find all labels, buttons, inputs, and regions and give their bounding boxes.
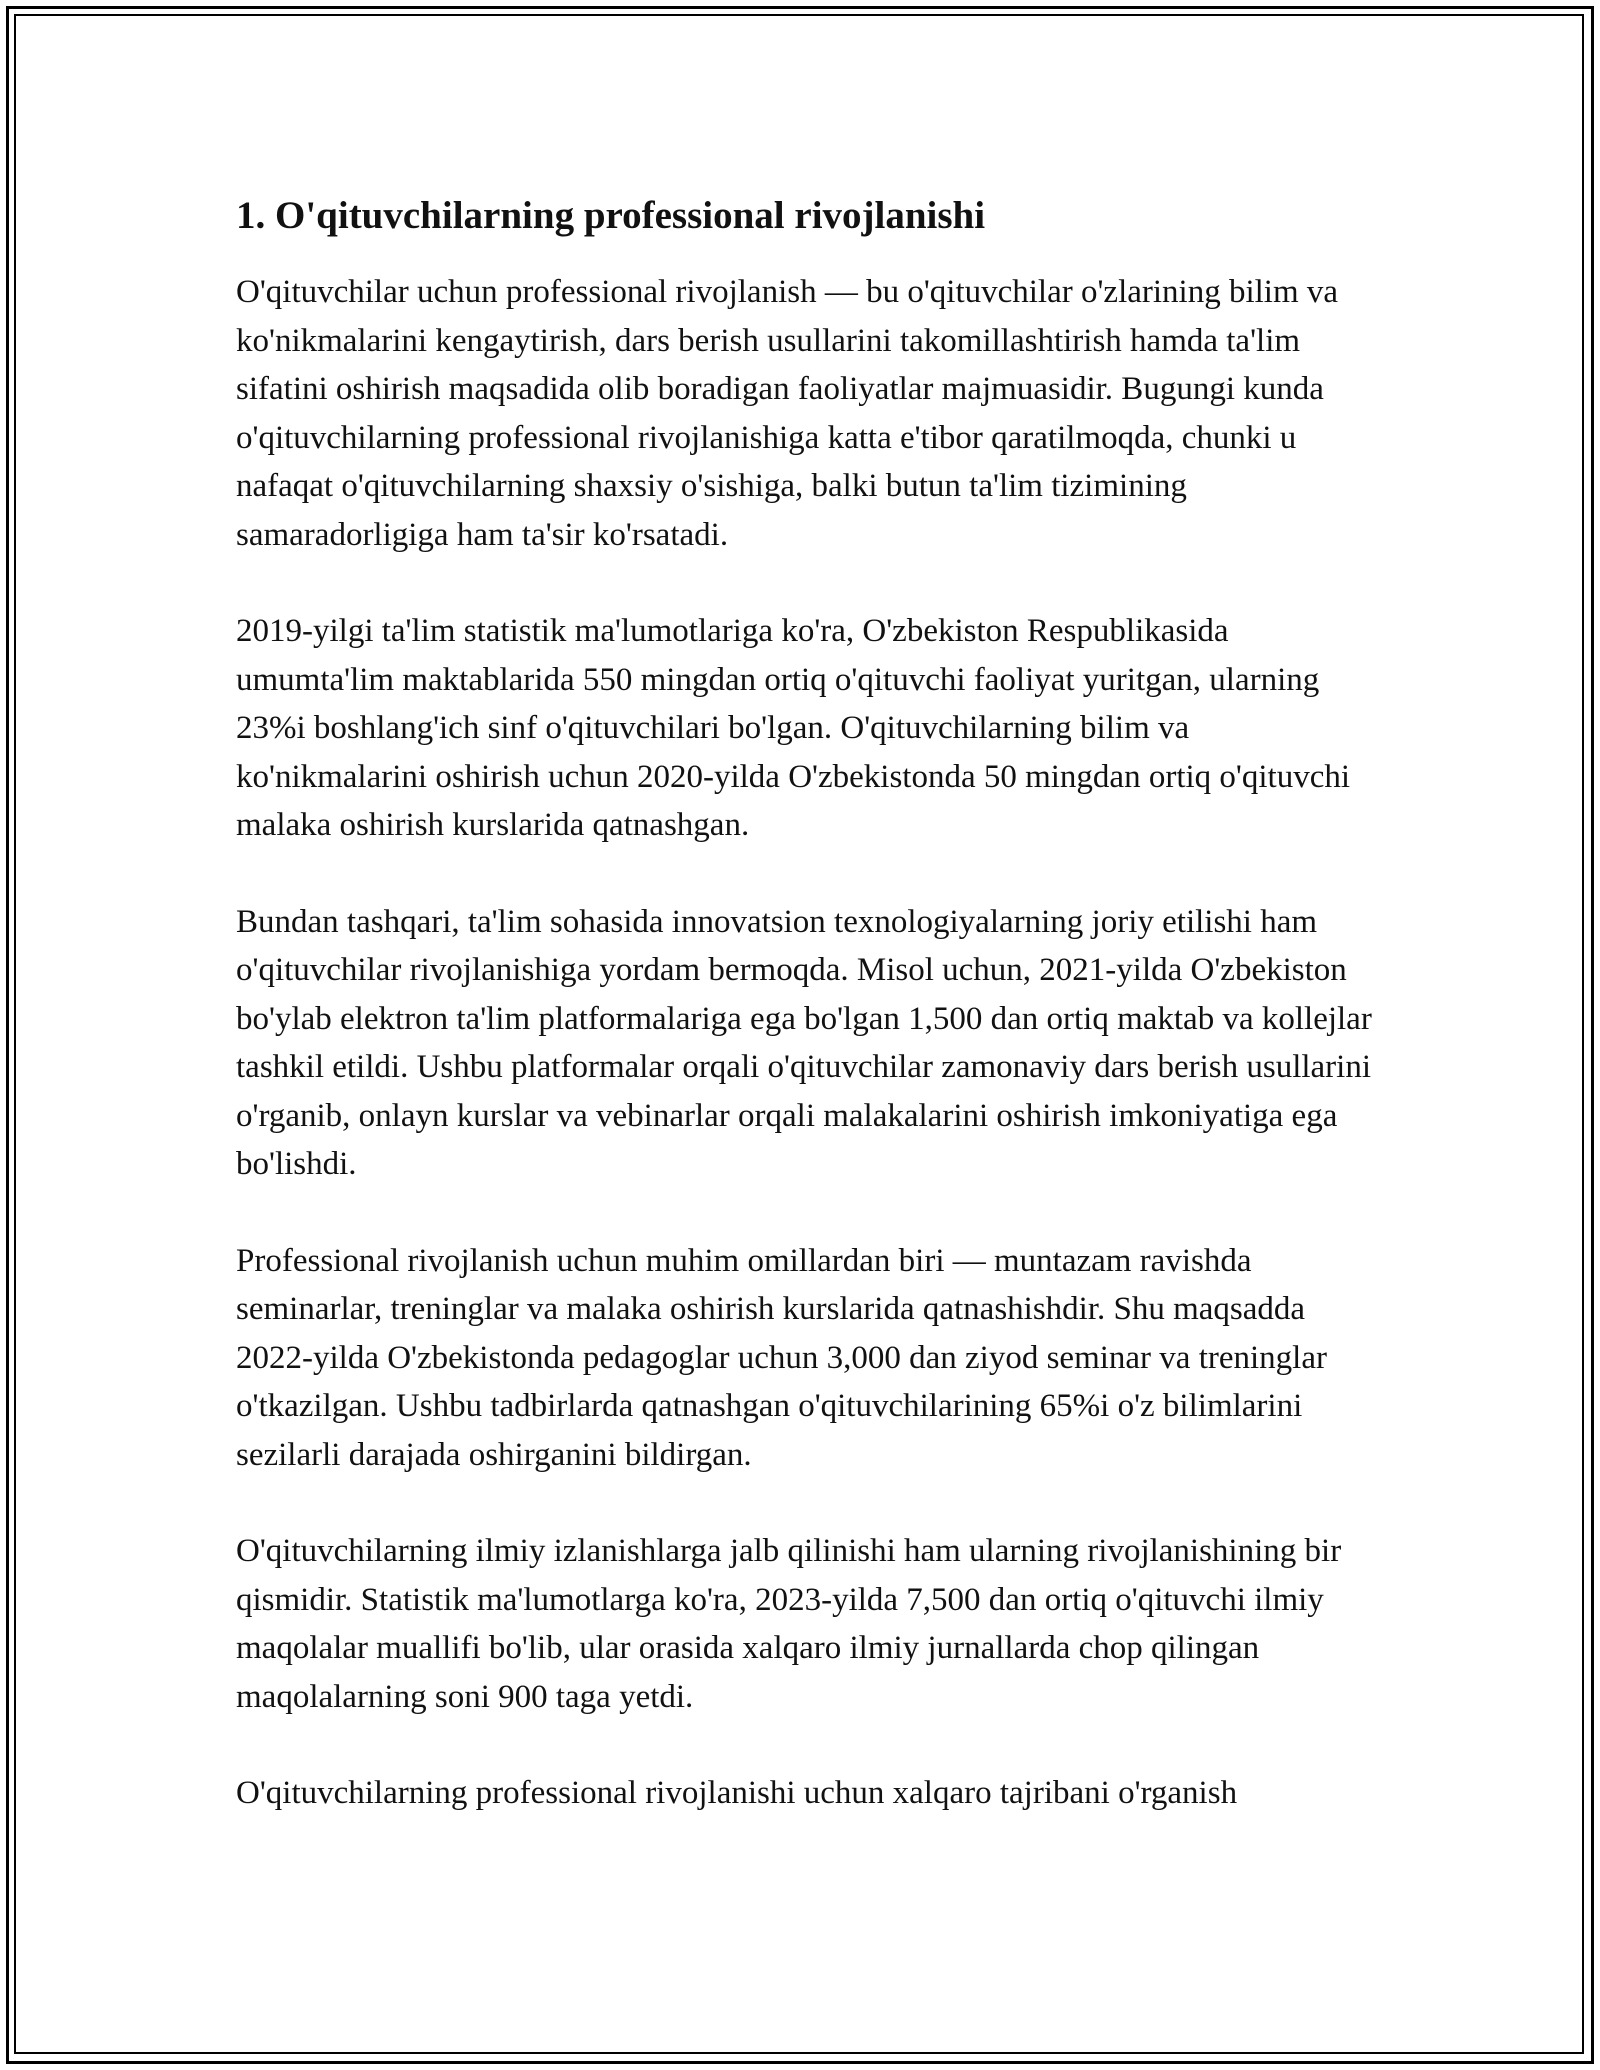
- section-heading: 1. O'qituvchilarning professional rivojlanishi: [236, 194, 986, 237]
- document-body: [236, 184, 1386, 1866]
- paragraph-5: O'qituvchilarning ilmiy izlanishlarga jalb qilinishi ham ularning rivojlanishining bir qismidir. Statistik ma'lumotlarga ko'ra, 2023-yilda 7,500 dan ortiq o'qituvchi ilmiy maqolalar muallifi bo'lib, ular orasida xalqaro ilmiy jurnallarda chop qilingan maqolalarning soni 900 taga yetdi.: [236, 1533, 1342, 1715]
- paragraph-6: O'qituvchilarning professional rivojlanishi uchun xalqaro tajribani o'rganish: [236, 1775, 1238, 1811]
- paragraph-1: O'qituvchilar uchun professional rivojlanish — bu o'qituvchilar o'zlarining bilim va ko'nikmalarini kengaytirish, dars berish usullarini takomillashtirish hamda ta'lim sifatini oshirish maqsadida olib boradigan faoliyatlar majmuasidir. Bugungi kunda o'qituvchilarning professional rivojlanishiga katta e'tibor qaratilmoqda, chunki u nafaqat o'qituvchilarning shaxsiy o'sishiga, balki butun ta'lim tizimining samaradorligiga ham ta'sir ko'rsatadi.: [236, 274, 1339, 553]
- paragraph-4: Professional rivojlanish uchun muhim omillardan biri — muntazam ravishda seminarlar, treninglar va malaka oshirish kurslarida qatnashishdir. Shu maqsadda 2022-yilda O'zbekistonda pedagoglar uchun 3,000 dan ziyod seminar va treninglar o'tkazilgan. Ushbu tadbirlarda qatnashgan o'qituvchilarining 65%i o'z bilimlarini sezilarli darajada oshirganini bildirgan.: [236, 1242, 1327, 1473]
- paragraph-3: Bundan tashqari, ta'lim sohasida innovatsion texnologiyalarning joriy etilishi ham o'qituvchilar rivojlanishiga yordam bermoqda. Misol uchun, 2021-yilda O'zbekiston bo'ylab elektron ta'lim platformalariga ega bo'lgan 1,500 dan ortiq maktab va kollejlar tashkil etildi. Ushbu platformalar orqali o'qituvchilar zamonaviy dars berish usullarini o'rganib, onlayn kurslar va vebinarlar orqali malakalarini oshirish imkoniyatiga ega bo'lishdi.: [236, 903, 1372, 1182]
- paragraph-2: 2019-yilgi ta'lim statistik ma'lumotlariga ko'ra, O'zbekiston Respublikasida umumta'lim maktablarida 550 mingdan ortiq o'qituvchi faoliyat yuritgan, ularning 23%i boshlang'ich sinf o'qituvchilari bo'lgan. O'qituvchilarning bilim va ko'nikmalarini oshirish uchun 2020-yilda O'zbekistonda 50 mingdan ortiq o'qituvchi malaka oshirish kurslarida qatnashgan.: [236, 613, 1351, 843]
